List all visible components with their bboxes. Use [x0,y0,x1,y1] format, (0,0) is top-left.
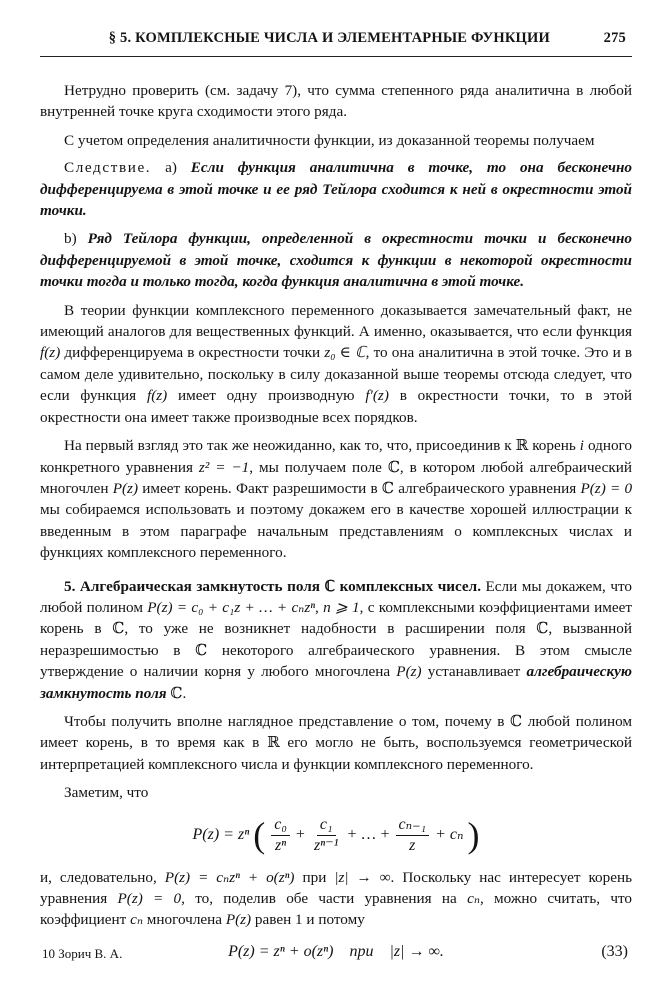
p4-formula-z2: z² = −1 [198,458,250,476]
p8-formula-2: |z| → ∞ [334,868,391,886]
p3-text-5: в окрестности точки, то в этой окрестности она имеет также производные всех порядков. [40,387,632,426]
eq1-tail: + cₙ [435,826,464,844]
corollary-a-prefix: a) [165,159,177,177]
eq1-ellipsis: + … + [347,826,390,844]
p4-formula-pz0: P(z) = 0 [580,479,633,497]
p3-formula-z0: z₀ ∈ ℂ [324,344,366,362]
p8-formula-5: cₙ [130,911,143,929]
s5-text-1: Если мы докажем, что любой полином [40,577,632,616]
eq1-left-paren: ( [253,815,266,856]
equation-1 [40,816,632,855]
p8-text-6: многочлена [146,911,223,929]
eq33-tag: (33) [601,942,628,960]
s5-formula-pz: P(z) [396,663,422,681]
p3-text-2: дифференцируема в окрестности точки [64,344,321,362]
eq1-frac-2-den: zⁿ⁻¹ [313,836,339,854]
header-rule [40,56,632,57]
p4-formula-i: i [579,437,584,455]
paragraph-2: С учетом определения аналитичности функции, из доказанной теоремы получаем [64,131,595,149]
corollary-b-text: Ряд Тейлора функции, определенной в окрестности точки и бесконечно дифференцируемой в этой точке, сходится к функции в некоторой окрестности точки тогда и только тогда, когда функция аналитична в этой точке. [40,230,633,291]
eq1-frac-2-num: c₁ [317,816,336,836]
section-5-title: 5. Алгебраическая замкнутость поля ℂ комплексных чисел. [64,577,481,595]
p8-text-2: при [302,868,327,886]
s5-text-3: устанавливает [427,663,521,681]
page-body [40,80,632,965]
eq1-frac-3-num: cₙ₋₁ [396,816,430,836]
eq1-right-paren: ) [467,815,480,856]
paragraph-3 [40,300,632,428]
paragraph-1: Нетрудно проверить (см. задачу 7), что сумма степенного ряда аналитична в любой внутренней точке круга сходимости этого ряда. [40,82,632,121]
footer-signature: 10 Зорич В. А. [42,946,123,961]
paragraph-4 [40,435,632,563]
s5-formula-poly: P(z) = c₀ + c₁z + … + cₙzⁿ, n ⩾ 1 [147,598,360,616]
eq1-frac-1-den: zⁿ [274,836,287,854]
header-title: § 5. КОМПЛЕКСНЫЕ ЧИСЛА И ЭЛЕМЕНТАРНЫЕ ФУНКЦИИ [108,30,550,46]
s5-text-4: ℂ. [170,684,187,702]
equation-33 [40,941,632,965]
eq33-formula: P(z) = zⁿ + o(zⁿ) при |z| → ∞. [228,942,444,960]
corollary-a [40,157,632,221]
p4-formula-pz: P(z) [112,479,139,497]
s5-text-2: , с комплексными коэффициентами имеет корень в ℂ, то уже не возникнет надобности в расширении поля ℂ, вызванной неразрешимостью в ℂ некоторого алгебраического уравнения. В этом смысле утверждение о наличии корня у любого многочлена [40,598,633,681]
corollary-b [40,228,632,292]
p3-text-3: , то она аналитична в этой точке. Это и в самом деле удивительно, поскольку в силу доказанной выше теоремы отсюда следует, что если функция [40,344,633,405]
eq1-frac-3-den: z [409,836,416,854]
p4-text-5: мы собираемся использовать и поэтому докажем его в качестве хорошей иллюстрации к введенным в этом параграфе начальным представлениям о комплексных числах и функциях комплексного переменного. [40,501,632,562]
corollary-a-text: Если функция аналитична в точке, то она бесконечно дифференцируема в этой точке и ее ряд Тейлора сходится к ней в окрестности этой точки. [40,159,633,220]
corollary-b-prefix: b) [64,230,77,248]
paragraph-7: Заметим, что [64,784,149,802]
p8-text-4: , то, поделив обе части уравнения на [181,890,457,907]
p8-formula-3: P(z) = 0 [117,890,182,907]
p3-formula-f2: f(z) [146,387,168,405]
p3-formula-fprime: f′(z) [365,387,389,405]
p4-text-2: одного конкретного уравнения [40,437,633,476]
eq1-lhs: P(z) = zⁿ [192,826,250,844]
paragraph-8 [40,867,632,931]
p3-text-4: имеет одну производную [178,387,355,405]
p8-text-1: и, следовательно, [40,868,157,886]
s5-emphasis: алгебраическую замкнутость поля [40,663,632,702]
p8-formula-4: cₙ [467,890,480,907]
p3-text-1: В теории функции комплексного переменного доказывается замечательный факт, не имеющий аналогов для вещественных функций. А именно, оказывается, что если функция [40,301,632,341]
section-5-paragraph [40,576,632,704]
p8-text-7: равен 1 и потому [254,911,365,929]
page-number: 275 [603,30,626,46]
eq1-frac-3 [396,816,430,855]
p4-text-1: На первый взгляд это так же неожиданно, как то, что, присоединив к ℝ корень [64,437,576,455]
paragraph-6: Чтобы получить вполне наглядное представление о том, почему в ℂ любой полином имеет корень, в то время как в ℝ его могло не быть, воспользуемся геометрической интерпретацией комплексного числа и функции комплексного переменного. [40,712,632,773]
eq1-frac-2 [311,816,342,855]
p8-formula-1: P(z) = cₙzⁿ + o(zⁿ) [164,868,295,886]
p8-text-3: . Поскольку нас интересует корень уравнения [40,868,633,907]
corollary-label: Следствие. [64,159,152,177]
eq1-frac-1 [271,816,290,855]
p3-formula-f: f(z) [40,344,61,362]
eq1-frac-1-num: c₀ [271,816,290,836]
p4-text-4: имеет корень. Факт разрешимости в ℂ алгебраического уравнения [142,479,577,497]
p8-formula-6: P(z) [225,911,252,929]
p8-text-5: , можно считать, что коэффициент [40,890,633,929]
eq1-plus: + [295,826,305,844]
p4-text-3: , мы получаем поле ℂ, в котором любой алгебраический многочлен [40,458,632,497]
